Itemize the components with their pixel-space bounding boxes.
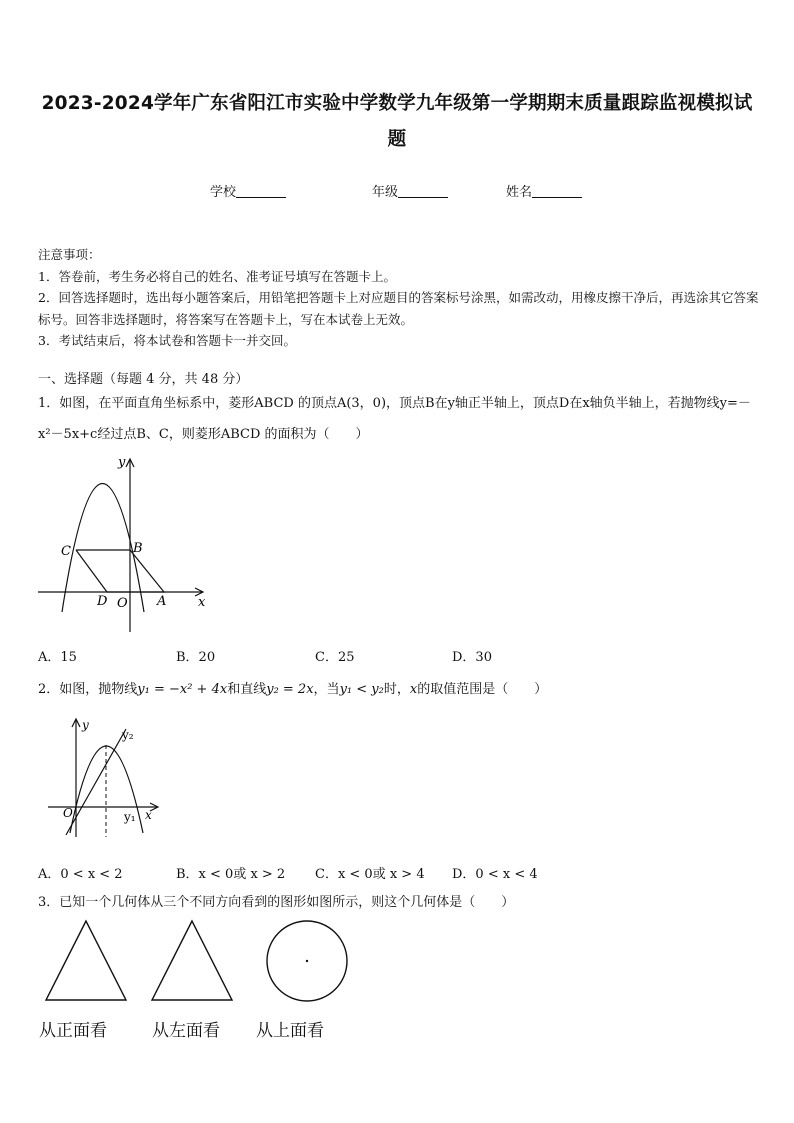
exam-notes [38, 244, 760, 352]
q1-label-y: y [118, 455, 126, 470]
grade-blank[interactable] [398, 183, 448, 198]
q2-x-var: x [409, 682, 418, 697]
q2-y1-definition: y₁ = −x² + 4x [137, 682, 228, 697]
q2-option-a[interactable]: A．0 < x < 2 [38, 867, 123, 882]
left-view-triangle [152, 921, 232, 1000]
school-field[interactable] [210, 181, 286, 200]
name-field[interactable] [506, 181, 582, 200]
q2-condition: y₁ < y₂ [339, 682, 384, 697]
q2-comma: ，当 [313, 682, 340, 697]
notes-heading: 注意事项： [38, 247, 101, 262]
q2-label-O: O [63, 806, 73, 820]
school-blank[interactable] [236, 183, 286, 198]
q2-option-d[interactable]: D．0 < x < 4 [452, 867, 538, 882]
q1-parabola [62, 484, 144, 613]
name-blank[interactable] [532, 183, 582, 198]
question-2-figure [40, 715, 170, 845]
q1-rhombus [76, 550, 164, 592]
page-title [30, 86, 764, 158]
q2-mid: 和直线 [227, 682, 267, 697]
q2-prefix: 2．如图，抛物线 [38, 682, 138, 697]
q2-option-b[interactable]: B．x < 0或 x > 2 [176, 867, 286, 882]
note-item-1: 1．答卷前，考生务必将自己的姓名、准考证号填写在答题卡上。 [38, 268, 396, 284]
q2-label-y1: y₁ [124, 810, 136, 824]
grade-label: 年级 [372, 185, 399, 200]
grade-field[interactable] [372, 181, 448, 200]
q1-option-a[interactable]: A．15 [38, 650, 77, 665]
question-2-text [38, 674, 760, 705]
q1-label-O: O [117, 596, 128, 611]
q1-label-C: C [61, 544, 71, 559]
caption-front-view: 从正面看 [39, 1021, 107, 1041]
q2-line-y2 [66, 729, 126, 835]
q2-label-x: x [145, 808, 152, 822]
note-item-2: 2．回答选择题时，选出每小题答案后，用铅笔把答题卡上对应题目的答案标号涂黑，如需改动，用橡皮擦干净后，再选涂其它答案标号。回答非选择题时，将答案写在答题卡上，写在本试卷上无效。 [38, 290, 759, 327]
q2-option-c[interactable]: C．x < 0或 x > 4 [315, 867, 425, 882]
caption-top-view: 从上面看 [256, 1021, 324, 1041]
q1-option-c[interactable]: C．25 [315, 650, 355, 665]
q2-suffix2: 的取值范围是（ ） [417, 682, 548, 697]
caption-left-view: 从左面看 [152, 1021, 220, 1041]
question-3-figures [40, 918, 360, 1008]
q1-label-D: D [97, 594, 108, 609]
question-3-text: 3．已知一个几何体从三个不同方向看到的图形如图所示，则这个几何体是（ ） [38, 895, 515, 910]
name-label: 姓名 [506, 185, 533, 200]
front-view-triangle [46, 921, 126, 1000]
section-title: 一、选择题（每题 4 分，共 48 分） [38, 372, 249, 387]
school-label: 学校 [210, 185, 237, 200]
q2-label-y: y [82, 718, 89, 732]
q1-label-B: B [133, 541, 143, 556]
q1-option-d[interactable]: D．30 [452, 650, 492, 665]
q1-option-b[interactable]: B．20 [176, 650, 216, 665]
title-line-2: 题 [387, 129, 407, 150]
q2-label-y2: y₂ [122, 728, 134, 742]
q2-suffix1: 时， [383, 682, 410, 697]
top-view-center-dot [306, 960, 308, 962]
question-1-text: 1．如图，在平面直角坐标系中，菱形ABCD 的顶点A(3，0)，顶点B在y轴正半轴上，顶点D在x轴负半轴上，若抛物线y=－x²－5x+c经过点B、C，则菱形ABCD 的面积为（ ） [38, 396, 751, 442]
title-line-1: 2023-2024学年广东省阳江市实验中学数学九年级第一学期期末质量跟踪监视模拟试 [41, 93, 753, 114]
q1-label-x: x [198, 595, 206, 610]
q2-y2-definition: y₂ = 2x [266, 682, 314, 697]
note-item-3: 3．考试结束后，将本试卷和答题卡一并交回。 [38, 333, 296, 348]
question-1-figure [32, 450, 217, 640]
q1-label-A: A [157, 594, 167, 609]
